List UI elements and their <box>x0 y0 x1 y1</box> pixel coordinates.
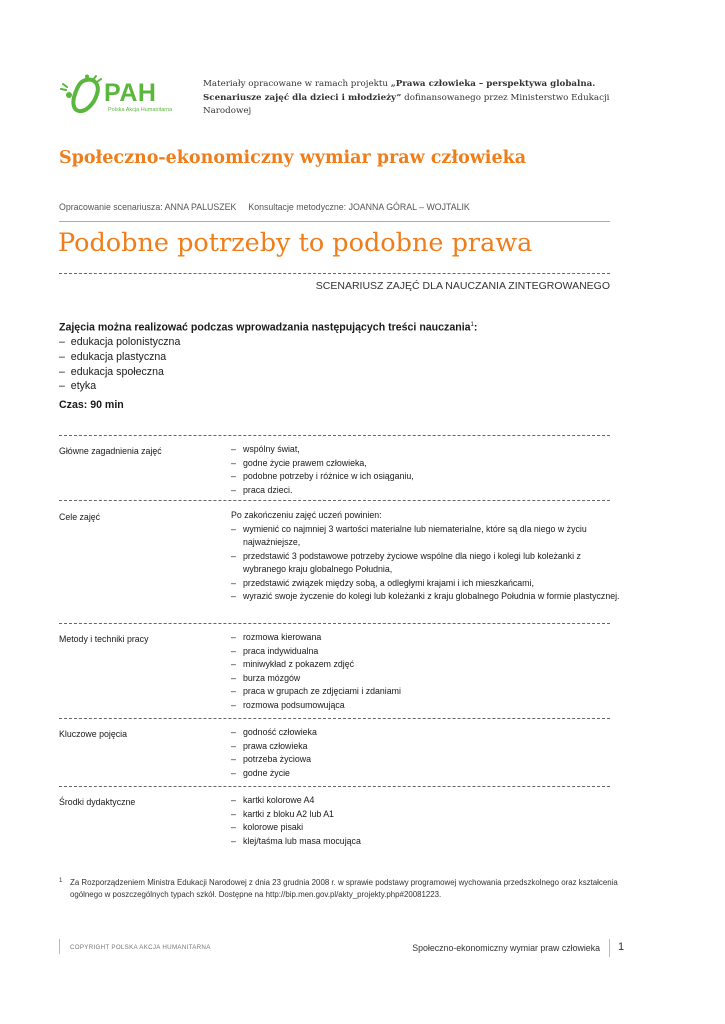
list-item-text: wspólny świat, <box>243 444 300 454</box>
row-label-goals: Cele zajęć <box>59 512 101 522</box>
row-list-goals <box>231 509 621 604</box>
footer-section-title: Społeczno-ekonomiczny wymiar praw człowieka <box>412 943 600 953</box>
list-item <box>231 835 621 849</box>
list-item-text: edukacja polonistyczna <box>70 336 181 349</box>
row-list-concepts <box>231 726 621 780</box>
list-item <box>231 767 621 781</box>
list-item-text: praca w grupach ze zdjęciami i zdaniami <box>243 686 401 696</box>
list-item <box>231 658 621 672</box>
list-item-text: kartki z bloku A2 lub A1 <box>243 808 334 819</box>
dash: – <box>231 686 236 696</box>
list-item <box>231 753 621 767</box>
dash: – <box>231 577 236 588</box>
dash: – <box>231 444 236 454</box>
footnote <box>59 877 619 901</box>
list-item-text: burza mózgów <box>243 672 301 683</box>
orange-divider <box>59 221 610 222</box>
list-item <box>231 740 621 754</box>
list-item <box>231 484 621 498</box>
pah-logo <box>60 74 180 116</box>
list-item <box>231 577 621 591</box>
list-item-text: rozmowa kierowana <box>243 632 322 642</box>
list-item <box>231 808 621 822</box>
list-item <box>59 379 619 394</box>
dash: – <box>231 632 236 642</box>
dash: – <box>231 835 236 846</box>
list-item <box>231 590 621 604</box>
footnote-text: Za Rozporządzeniem Ministra Edukacji Narodowej z dnia 23 grudnia 2008 r. w sprawie podstawy programowej wychowania przedszkolnego oraz kształcenia ogólnego w poszczególnych typach szkół. Dostępne na http://bip.men.gov.pl/akty_projekty.php#20081223. <box>70 878 618 900</box>
list-item <box>59 350 619 365</box>
dash: – <box>231 523 236 534</box>
dash: – <box>59 365 65 378</box>
dash: – <box>231 457 236 468</box>
dash: – <box>231 645 236 656</box>
authors-line <box>59 202 470 212</box>
list-item-text: klej/taśma lub masa mocująca <box>243 835 361 846</box>
list-item <box>59 335 619 350</box>
row-label-concepts: Kluczowe pojęcia <box>59 729 127 739</box>
row-list-methods <box>231 631 621 712</box>
list-item <box>231 685 621 699</box>
copyright: COPYRIGHT POLSKA AKCJA HUMANITARNA <box>70 944 211 951</box>
logo-brand-text: PAH <box>104 79 157 107</box>
list-item <box>231 699 621 713</box>
dash: – <box>59 380 65 393</box>
list-item <box>231 726 621 740</box>
page-number: 1 <box>618 941 625 953</box>
list-item-text: przedstawić 3 podstawowe potrzeby życiowe wspólne dla niego i kolegi lub koleżanki z wybranego kraju globalnego Południa, <box>243 550 581 574</box>
intro-section <box>59 318 619 394</box>
intro-heading <box>59 318 619 335</box>
dash: – <box>231 754 236 764</box>
goals-intro: Po zakończeniu zajęć uczeń powinien: <box>231 510 382 520</box>
list-item-text: wymienić co najmniej 3 wartości materialne lub niematerialne, które są dla niego w życiu najważniejsze, <box>243 523 587 547</box>
footer-left-rule <box>59 939 60 954</box>
list-item-text: kartki kolorowe A4 <box>243 795 315 805</box>
dash: – <box>231 672 236 683</box>
list-item <box>231 550 621 577</box>
list-item-text: wyrazić swoje życzenie do kolegi lub koleżanki z kraju globalnego Południa w formie plastycznej. <box>243 591 620 601</box>
intro-heading-text: Zajęcia można realizować podczas wprowadzania następujących treści nauczania <box>59 321 471 334</box>
consult-author: Konsultacje metodyczne: JOANNA GÓRAL – WOJTALIK <box>248 202 470 212</box>
row-divider <box>59 786 610 787</box>
dash: – <box>231 471 236 481</box>
dash: – <box>59 350 65 363</box>
list-item-text: praca dzieci. <box>243 484 293 495</box>
list-item-text: godność człowieka <box>243 727 317 737</box>
list-item-text: prawa człowieka <box>243 740 308 751</box>
list-item <box>231 631 621 645</box>
list-item-text: miniwykład z pokazem zdjęć <box>243 659 354 669</box>
dash: – <box>231 740 236 751</box>
duration: Czas: 90 min <box>59 399 124 411</box>
project-info <box>203 78 623 119</box>
list-item <box>231 821 621 835</box>
list-item-text: edukacja plastyczna <box>70 350 167 363</box>
intro-heading-end: : <box>473 321 478 334</box>
list-item-text: godne życie <box>243 767 290 778</box>
dash: – <box>231 550 236 561</box>
dash: – <box>59 336 65 349</box>
dash: – <box>231 767 236 778</box>
dash: – <box>231 727 236 737</box>
row-label-methods: Metody i techniki pracy <box>59 634 149 644</box>
list-item <box>231 470 621 484</box>
list-item <box>59 365 619 380</box>
row-label-materials: Środki dydaktyczne <box>59 797 136 807</box>
list-item-text: etyka <box>70 380 97 393</box>
dash: – <box>231 795 236 805</box>
dash: – <box>231 822 236 832</box>
list-item-text: podobne potrzeby i różnice w ich osiąganiu, <box>243 471 414 481</box>
row-divider <box>59 435 610 436</box>
title-dashed-divider <box>59 273 610 274</box>
logo-subtext: Polska Akcja Humanitarna <box>108 107 173 113</box>
intro-list <box>59 335 619 394</box>
dash: – <box>231 808 236 819</box>
script-author: Opracowanie scenariusza: ANNA PALUSZEK <box>59 202 237 212</box>
project-info-part1: Materiały opracowane w ramach projektu <box>203 79 391 89</box>
project-info-part3: dofinansowanego przez Ministerstwo Edukacji Narodowej <box>203 92 610 117</box>
list-item <box>231 794 621 808</box>
section-title: Społeczno-ekonomiczny wymiar praw człowieka <box>59 148 527 168</box>
list-item-text: praca indywidualna <box>243 645 319 656</box>
row-list-materials <box>231 794 621 848</box>
list-item-text: przedstawić związek między sobą, a odległymi krajami i ich mieszkańcami, <box>243 577 534 588</box>
row-label-topics: Główne zagadnienia zajęć <box>59 446 162 456</box>
list-item <box>231 645 621 659</box>
project-info-title: „Prawa człowieka – perspektywa globalna. Scenariusze zajęć dla dzieci i młodzieży” <box>203 79 596 103</box>
row-divider <box>59 500 610 501</box>
row-divider <box>59 623 610 624</box>
dash: – <box>231 699 236 710</box>
page-title: Podobne potrzeby to podobne prawa <box>58 228 533 258</box>
list-item <box>231 457 621 471</box>
list-item-text: kolorowe pisaki <box>243 822 304 832</box>
list-item <box>231 443 621 457</box>
list-item-text: potrzeba życiowa <box>243 754 311 764</box>
footnote-ref: 1 <box>470 322 474 328</box>
list-item-text: rozmowa podsumowująca <box>243 699 345 710</box>
row-list-topics <box>231 443 621 497</box>
footnote-mark: 1 <box>59 878 63 884</box>
list-item <box>231 672 621 686</box>
dash: – <box>231 659 236 669</box>
row-divider <box>59 718 610 719</box>
dash: – <box>231 591 236 601</box>
footer-right-rule <box>609 939 610 957</box>
dash: – <box>231 484 236 495</box>
scenario-subtitle: SCENARIUSZ ZAJĘĆ DLA NAUCZANIA ZINTEGROWANEGO <box>315 280 610 292</box>
list-item <box>231 523 621 550</box>
list-item-text: edukacja społeczna <box>70 365 164 378</box>
pah-logo-figure-icon <box>60 74 106 116</box>
list-item-text: godne życie prawem człowieka, <box>243 457 367 468</box>
